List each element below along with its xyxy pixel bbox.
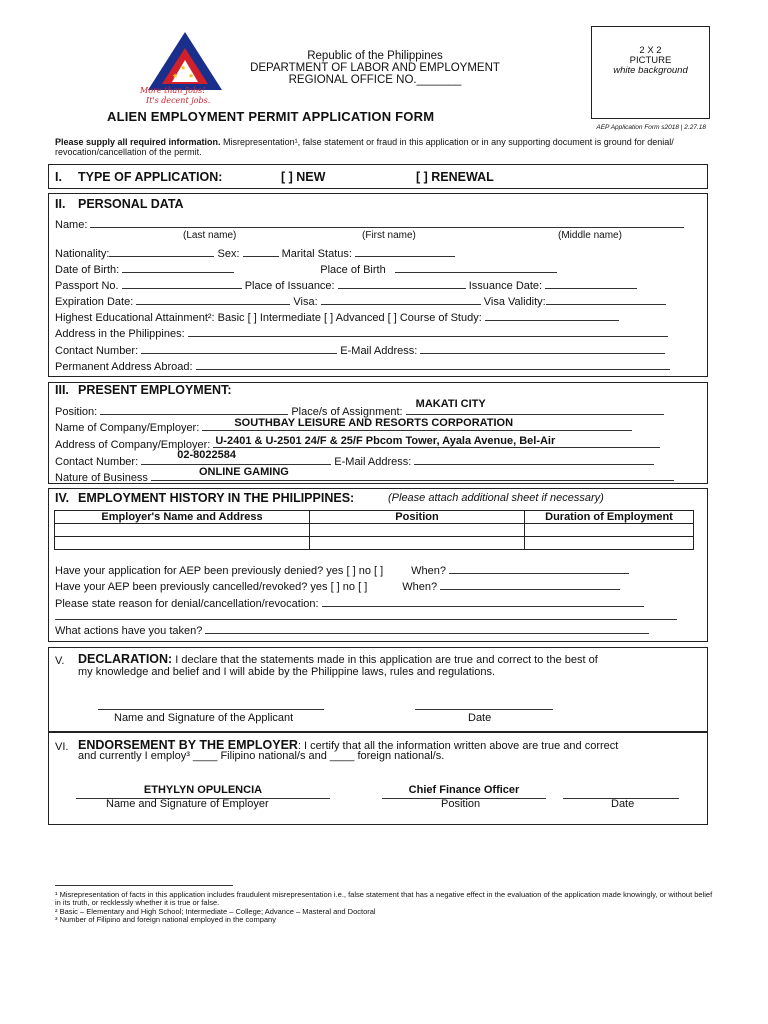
marital-label: Marital Status: [281, 248, 352, 260]
declaration-text-1: I declare that the statements made in this application are true and correct to the best of [172, 654, 598, 666]
address-ph-label: Address in the Philippines: [55, 328, 185, 340]
business-row [55, 466, 674, 484]
company-address-row [55, 436, 660, 451]
col-duration: Duration of Employment [525, 511, 694, 524]
denied-question[interactable]: Have your application for AEP been previously denied? yes [ ] no [ ] [55, 565, 384, 577]
education-row [55, 309, 619, 324]
logo-tagline-2: It's decent jobs. [146, 96, 211, 105]
section2-num: II. [55, 197, 66, 211]
actions-row [55, 622, 649, 637]
cancelled-when-field[interactable] [440, 578, 620, 590]
svg-text:★: ★ [180, 65, 187, 72]
table-cell[interactable] [310, 537, 525, 550]
company-row [55, 419, 632, 434]
footnote-1: ¹ Misrepresentation of facts in this application includes fraudulent misrepresentation i.e., false statement that has a negative effect in the evaluation of the application made knowingly, or without belief in its truth, or recklessly whether it is true or false. [55, 890, 713, 907]
employer-signature-line[interactable] [76, 784, 330, 799]
place-issuance-label: Place of Issuance: [244, 280, 335, 292]
issuance-date-field[interactable] [545, 277, 637, 289]
dob-label: Date of Birth: [55, 264, 120, 276]
position-field[interactable] [100, 403, 288, 415]
address-ph-field[interactable] [188, 325, 668, 337]
dob-row [55, 261, 557, 276]
actions-label: What actions have you taken? [55, 625, 203, 637]
visa-validity-label: Visa Validity: [483, 296, 546, 308]
passport-label: Passport No. [55, 280, 119, 292]
intro-bold: Please supply all required information. [55, 137, 221, 147]
section4-title: EMPLOYMENT HISTORY IN THE PHILIPPINES: [78, 491, 355, 505]
passport-row [55, 277, 637, 292]
company-value: SOUTHBAY LEISURE AND RESORTS CORPORATION [234, 417, 514, 429]
pob-field[interactable] [395, 261, 557, 273]
expiration-field[interactable] [136, 293, 290, 305]
dob-field[interactable] [122, 261, 234, 273]
table-row[interactable] [55, 537, 694, 550]
footnote-2: ² Basic – Elementary and High School; Intermediate – College; Advance – Masteral and Doctoral [55, 907, 376, 916]
applicant-signature-label: Name and Signature of the Applicant [114, 712, 294, 724]
applicant-date-line[interactable] [415, 699, 553, 710]
declaration-line-1 [78, 652, 598, 666]
name-row [55, 216, 684, 231]
visa-field[interactable] [321, 293, 481, 305]
nationality-label: Nationality: [55, 248, 110, 260]
actions-field[interactable] [205, 622, 649, 634]
photo-note: white background [613, 65, 688, 76]
contact-label: Contact Number: [55, 345, 139, 357]
table-cell[interactable] [55, 524, 310, 537]
section4-num: IV. [55, 491, 70, 505]
place-assignment-field[interactable] [406, 398, 664, 415]
employer-date-line[interactable] [563, 784, 679, 799]
svg-text:★: ★ [188, 73, 195, 80]
business-field[interactable] [151, 466, 674, 481]
marital-field[interactable] [355, 245, 455, 257]
first-name-caption: (First name) [362, 230, 416, 241]
visa-validity-field[interactable] [546, 293, 666, 305]
employer-position-line[interactable] [382, 784, 546, 799]
cancelled-question[interactable]: Have your AEP been previously cancelled/revoked? yes [ ] no [ ] [55, 581, 368, 593]
denied-row [55, 562, 629, 577]
place-assignment-value: MAKATI CITY [415, 398, 486, 410]
name-field[interactable] [90, 216, 684, 228]
col-position: Position [310, 511, 525, 524]
table-cell[interactable] [55, 537, 310, 550]
endorsement-text-2: and currently I employ³ ____ Filipino national/s and ____ foreign national/s. [78, 750, 445, 762]
expiration-row [55, 293, 666, 308]
svg-text:★: ★ [172, 73, 179, 80]
cancelled-when-label: When? [402, 581, 438, 593]
company-email-field[interactable] [414, 453, 654, 465]
intro-text [55, 137, 715, 157]
nationality-row [55, 245, 455, 260]
table-cell[interactable] [525, 537, 694, 550]
employer-name-value: ETHYLYN OPULENCIA [143, 784, 263, 796]
photo-box[interactable] [591, 26, 710, 119]
footnote-divider [55, 885, 233, 886]
table-row[interactable] [55, 524, 694, 537]
permanent-field[interactable] [196, 358, 670, 370]
section1-num: I. [55, 170, 62, 184]
education-label: Highest Educational Attainment²: Basic [ ] Intermediate [ ] Advanced [ ] Course of Study: [55, 312, 482, 324]
section6-title: ENDORSEMENT BY THE EMPLOYER [78, 738, 298, 752]
endorsement-text-1: : I certify that all the information written above are true and correct [297, 740, 619, 752]
place-issuance-field[interactable] [338, 277, 466, 289]
company-address-field[interactable] [213, 436, 660, 448]
photo-label: PICTURE [629, 55, 672, 66]
company-contact-row [55, 449, 654, 468]
declaration-text-2: my knowledge and belief and I will abide by the Philippine laws, rules and regulations. [78, 666, 496, 678]
table-cell[interactable] [525, 524, 694, 537]
department-name: DEPARTMENT OF LABOR AND EMPLOYMENT [250, 62, 500, 74]
section6-num: VI. [55, 741, 69, 753]
regional-office: REGIONAL OFFICE NO._______ [288, 74, 462, 86]
form-title: ALIEN EMPLOYMENT PERMIT APPLICATION FORM [107, 109, 435, 124]
contact-row [55, 342, 665, 357]
logo-tagline-1: More than Jobs! [140, 86, 206, 95]
section4-note: (Please attach additional sheet if necessary) [388, 492, 604, 504]
company-address-label: Address of Company/Employer: [55, 439, 211, 451]
denied-when-field[interactable] [449, 562, 629, 574]
visa-label: Visa: [293, 296, 318, 308]
address-ph-row [55, 325, 668, 340]
history-table [54, 510, 694, 550]
cancelled-row [55, 578, 620, 593]
reason-label: Please state reason for denial/cancellation/revocation: [55, 598, 319, 610]
company-field[interactable] [202, 419, 632, 431]
section3-num: III. [55, 383, 69, 397]
permanent-row [55, 358, 670, 373]
photo-size: 2 X 2 [639, 45, 662, 56]
reason-field[interactable] [322, 595, 644, 607]
issuance-date-label: Issuance Date: [468, 280, 543, 292]
last-name-caption: (Last name) [183, 230, 237, 241]
form-number: AEP Application Form s2018 | 2.27.18 [596, 124, 706, 131]
intro-rest: Misrepresentation¹, false statement or fraud in this application or in any supporting document is ground for denial/ revocation/cancellation of the permit. [55, 137, 674, 157]
passport-field[interactable] [122, 277, 242, 289]
reason-row-2 [55, 608, 677, 623]
section1-title: TYPE OF APPLICATION: [78, 170, 223, 184]
course-field[interactable] [485, 309, 619, 321]
section5-num: V. [55, 655, 65, 667]
email-label: E-Mail Address: [340, 345, 418, 357]
new-checkbox[interactable]: [ ] NEW [281, 170, 326, 184]
pob-label: Place of Birth [320, 264, 386, 276]
email-field[interactable] [420, 342, 665, 354]
company-email-label: E-Mail Address: [334, 456, 412, 468]
footnote-3: ³ Number of Filipino and foreign national employed in the company [55, 915, 276, 924]
company-label: Name of Company/Employer: [55, 422, 200, 434]
dole-logo [140, 30, 230, 108]
company-contact-label: Contact Number: [55, 456, 139, 468]
contact-field[interactable] [141, 342, 337, 354]
applicant-date-label: Date [468, 712, 492, 724]
col-employer: Employer's Name and Address [55, 511, 310, 524]
agency-header [230, 50, 520, 86]
expiration-label: Expiration Date: [55, 296, 134, 308]
employer-position-label: Position [441, 798, 481, 810]
business-label: Nature of Business [55, 472, 148, 484]
denied-when-label: When? [411, 565, 447, 577]
employer-position-value: Chief Finance Officer [408, 784, 520, 796]
company-contact-field[interactable] [141, 449, 331, 465]
name-label: Name: [55, 219, 88, 231]
table-cell[interactable] [310, 524, 525, 537]
applicant-signature-line[interactable] [98, 699, 324, 710]
employer-signature-label: Name and Signature of Employer [106, 798, 269, 810]
renewal-checkbox[interactable]: [ ] RENEWAL [416, 170, 494, 184]
reason-field-2[interactable] [55, 608, 677, 620]
place-assignment-label: Place/s of Assignment: [291, 406, 403, 418]
permanent-label: Permanent Address Abroad: [55, 361, 193, 373]
position-label: Position: [55, 406, 98, 418]
section5-title: DECLARATION: [78, 652, 173, 666]
company-contact-value: 02-8022584 [177, 449, 236, 461]
middle-name-caption: (Middle name) [558, 230, 622, 241]
business-value: ONLINE GAMING [199, 466, 289, 478]
company-address-value: U-2401 & U-2501 24/F & 25/F Pbcom Tower, Ayala Avenue, Bel-Air [215, 435, 556, 447]
nationality-field[interactable] [109, 245, 214, 257]
country-name: Republic of the Philippines [307, 50, 443, 62]
position-row [55, 398, 664, 418]
sex-label: Sex: [217, 248, 240, 260]
section2-title: PERSONAL DATA [78, 197, 184, 211]
employer-date-label: Date [611, 798, 635, 810]
section3-title: PRESENT EMPLOYMENT: [78, 383, 232, 397]
history-header-row [55, 511, 694, 524]
sex-field[interactable] [243, 245, 279, 257]
